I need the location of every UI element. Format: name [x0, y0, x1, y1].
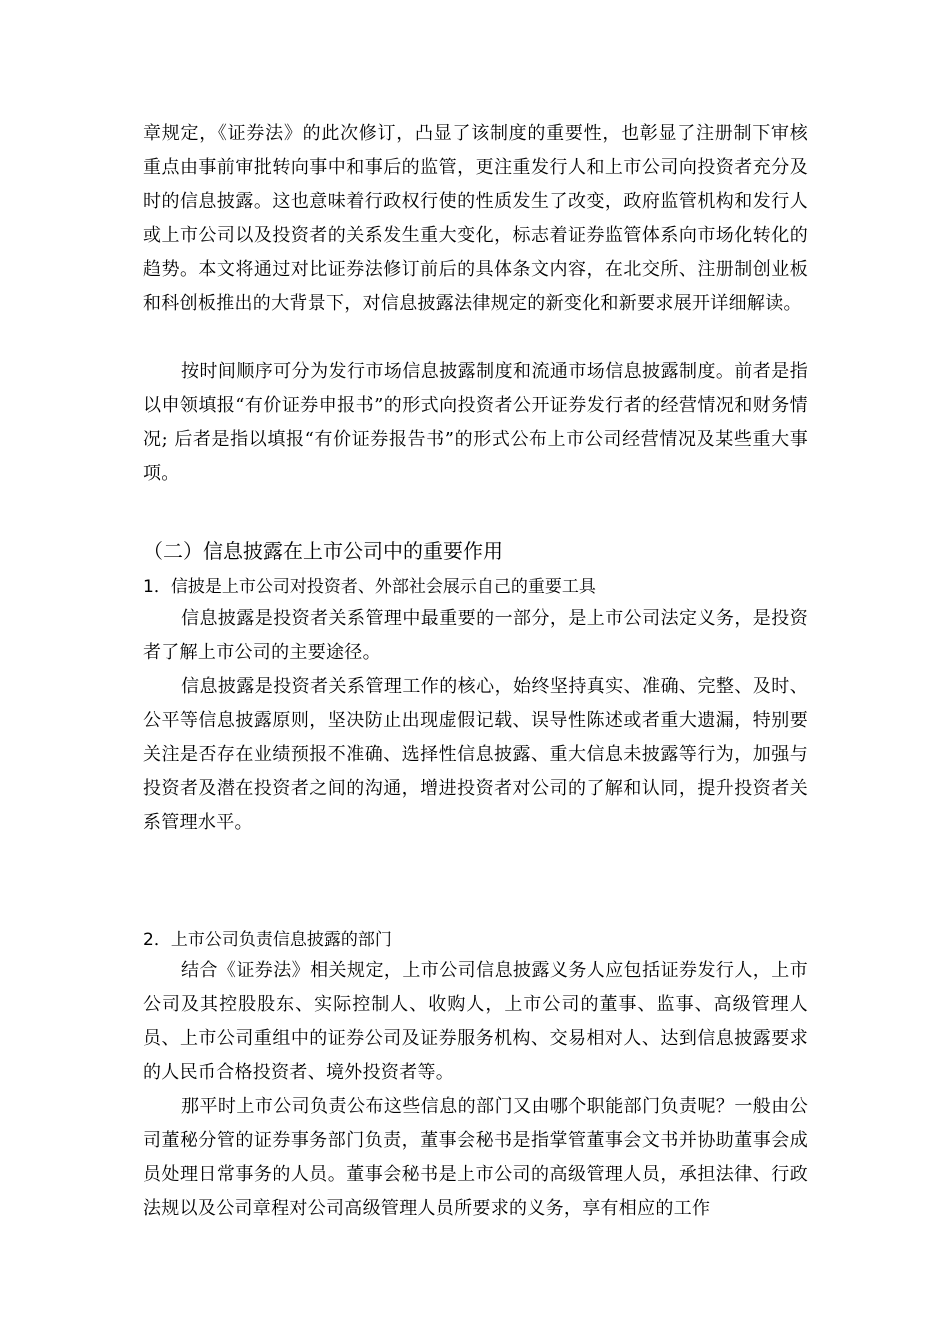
- subsection-heading: 2．上市公司负责信息披露的部门: [143, 930, 392, 950]
- body-paragraph: 按时间顺序可分为发行市场信息披露制度和流通市场信息披露制度。前者是指以申领填报“有价证券申报书”的形式向投资者公开证券发行者的经营情况和财务情况; 后者是指以填报“有价证券报告书”的形式公布上市公司经营情况及某些重大事项。: [143, 361, 808, 484]
- body-paragraph: 结合《证券法》相关规定，上市公司信息披露义务人应包括证券发行人，上市公司及其控股股东、实际控制人、收购人，上市公司的董事、监事、高级管理人员、上市公司重组中的证券公司及证券服务机构、交易相对人、达到信息披露要求的人民币合格投资者、境外投资者等。: [143, 960, 808, 1083]
- body-paragraph: 章规定，《证券法》的此次修订，凸显了该制度的重要性，也彰显了注册制下审核重点由事前审批转向事中和事后的监管，更注重发行人和上市公司向投资者充分及时的信息披露。这也意味着行政权行使的性质发生了改变，政府监管机构和发行人或上市公司以及投资者的关系发生重大变化，标志着证券监管体系向市场化转化的趋势。本文将通过对比证券法修订前后的具体条文内容，在北交所、注册制创业板和科创板推出的大背景下，对信息披露法律规定的新变化和新要求展开详细解读。: [143, 123, 808, 314]
- body-paragraph: 信息披露是投资者关系管理中最重要的一部分，是上市公司法定义务，是投资者了解上市公司的主要途径。: [143, 608, 808, 663]
- section-heading: （二）信息披露在上市公司中的重要作用: [143, 539, 503, 563]
- body-paragraph: 那平时上市公司负责公布这些信息的部门又由哪个职能部门负责呢？一般由公司董秘分管的证券事务部门负责，董事会秘书是指掌管董事会文书并协助董事会成员处理日常事务的人员。董事会秘书是上市公司的高级管理人员，承担法律、行政法规以及公司章程对公司高级管理人员所要求的义务，享有相应的工作: [143, 1096, 808, 1219]
- body-paragraph: 信息披露是投资者关系管理工作的核心，始终坚持真实、准确、完整、及时、公平等信息披露原则，坚决防止出现虚假记载、误导性陈述或者重大遗漏，特别要关注是否存在业绩预报不准确、选择性信息披露、重大信息未披露等行为，加强与投资者及潜在投资者之间的沟通，增进投资者对公司的了解和认同，提升投资者关系管理水平。: [143, 676, 808, 833]
- subsection-heading: 1．信披是上市公司对投资者、外部社会展示自己的重要工具: [143, 577, 596, 597]
